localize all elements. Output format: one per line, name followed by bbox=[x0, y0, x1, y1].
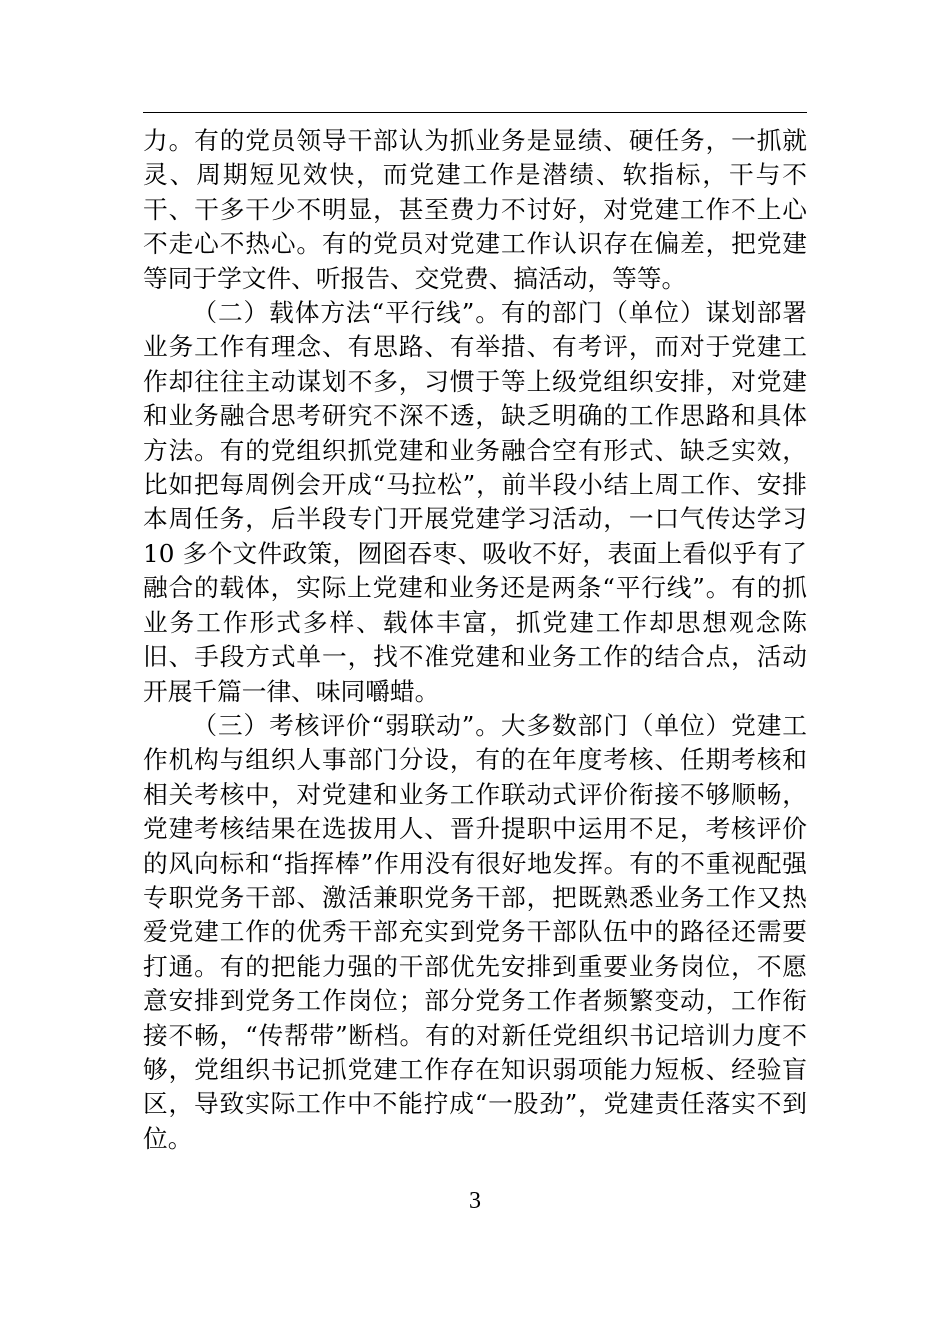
paragraph-section-3: （三）考核评价“弱联动”。大多数部门（单位）党建工作机构与组织人事部门分设，有的在年度考核、任期考核和相关考核中，对党建和业务工作联动式评价衔接不够顺畅，党建考核结果在选拔用人、晋升提职中运用不足，考核评价的风向标和“指挥棒”作用没有很好地发挥。有的不重视配强专职党务干部、激活兼职党务干部，把既熟悉业务工作又热爱党建工作的优秀干部充实到党务干部队伍中的路径还需要打通。有的把能力强的干部优先安排到重要业务岗位，不愿意安排到党务工作岗位；部分党务工作者频繁变动，工作衔接不畅，“传帮带”断档。有的对新任党组织书记培训力度不够，党组织书记抓党建工作存在知识弱项能力短板、经验盲区，导致实际工作中不能拧成“一股劲”，党建责任落实不到位。 bbox=[143, 710, 807, 1153]
paragraph-section-2: （二）载体方法“平行线”。有的部门（单位）谋划部署业务工作有理念、有思路、有举措、有考评，而对于党建工作却往往主动谋划不多，习惯于等上级党组织安排，对党建和业务融合思考研究不深不透，缺乏明确的工作思路和具体方法。有的党组织抓党建和业务融合空有形式、缺乏实效，比如把每周例会开成“马拉松”，前半段小结上周工作、安排本周任务，后半段专门开展党建学习活动，一口气传达学习 10 多个文件政策，囫囵吞枣、吸收不好，表面上看似乎有了融合的载体，实际上党建和业务还是两条“平行线”。有的抓业务工作形式多样、载体丰富，抓党建工作却思想观念陈旧、手段方式单一，找不准党建和业务工作的结合点，活动开展千篇一律、味同嚼蜡。 bbox=[143, 298, 807, 706]
paragraph-continuation: 力。有的党员领导干部认为抓业务是显绩、硬任务，一抓就灵、周期短见效快，而党建工作是潜绩、软指标，干与不干、干多干少不明显，甚至费力不讨好，对党建工作不上心不走心不热心。有的党员对党建工作认识存在偏差，把党建等同于学文件、听报告、交党费、搞活动，等等。 bbox=[143, 126, 807, 293]
page-number: 3 bbox=[469, 1188, 481, 1214]
document-body bbox=[143, 124, 807, 1156]
header-rule bbox=[143, 112, 807, 113]
